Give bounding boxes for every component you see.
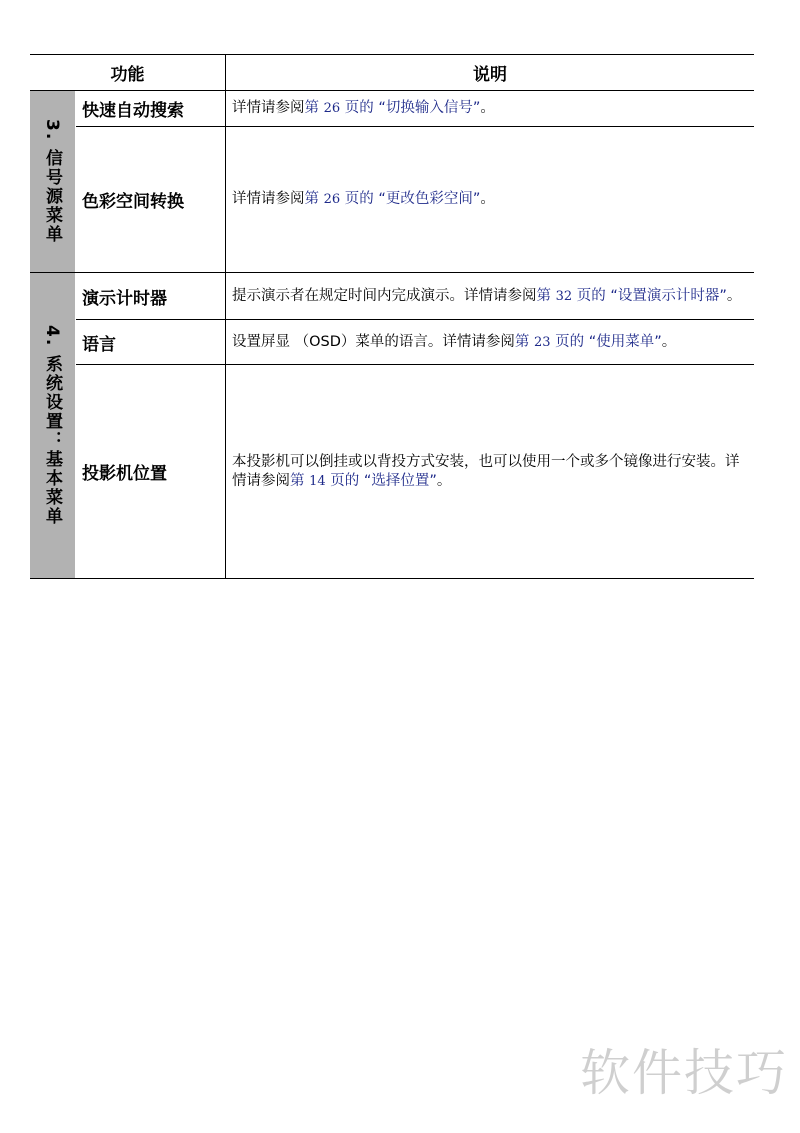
group-system-basic-menu [30,273,75,578]
function-name: 投影机位置 [82,464,167,484]
function-name: 语言 [82,334,116,355]
group-label: 3. 信号源菜单 [42,118,62,245]
table-bottom-border [30,578,754,579]
description: 本投影机可以倒挂或以背投方式安装，也可以使用一个或多个镜像进行安装。详情请参阅第 14 页的 “选择位置”。 [232,453,740,489]
watermark: 软件技巧 [580,1044,788,1102]
description-text: 设置屏显 （OSD）菜单的语言。详情请参阅 [232,333,515,350]
description-text: 提示演示者在规定时间内完成演示。详情请参阅 [232,287,537,304]
description-text: 本投影机可以倒挂或以背投方式安装，也可以使用一个或多个镜像进行安装。详情请参阅 [232,453,740,489]
description-text: 详情请参阅 [232,191,305,207]
group-source-menu [30,91,75,272]
description-text: 详情请参阅 [232,100,305,116]
page-link[interactable]: 第 26 页的 “更改色彩空间” [304,191,481,207]
group-label: 4. 系统设置：基本菜单 [42,324,62,527]
description: 提示演示者在规定时间内完成演示。详情请参阅第 32 页的 “设置演示计时器”。 [232,287,742,304]
description: 详情请参阅第 26 页的 “切换输入信号”。 [232,100,495,116]
function-name: 演示计时器 [82,288,167,309]
header-function: 功能 [110,64,145,85]
function-name: 色彩空间转换 [82,192,184,212]
function-name: 快速自动搜索 [82,101,184,121]
page-link[interactable]: 第 23 页的 “使用菜单” [514,333,662,350]
header-description: 说明 [473,64,507,85]
page-link[interactable]: 第 26 页的 “切换输入信号” [304,100,481,116]
page-link[interactable]: 第 32 页的 “设置演示计时器” [536,287,727,304]
description: 详情请参阅第 26 页的 “更改色彩空间”。 [232,191,495,207]
page-link[interactable]: 第 14 页的 “选择位置” [290,472,437,489]
description: 设置屏显 （OSD）菜单的语言。详情请参阅第 23 页的 “使用菜单”。 [232,333,677,350]
